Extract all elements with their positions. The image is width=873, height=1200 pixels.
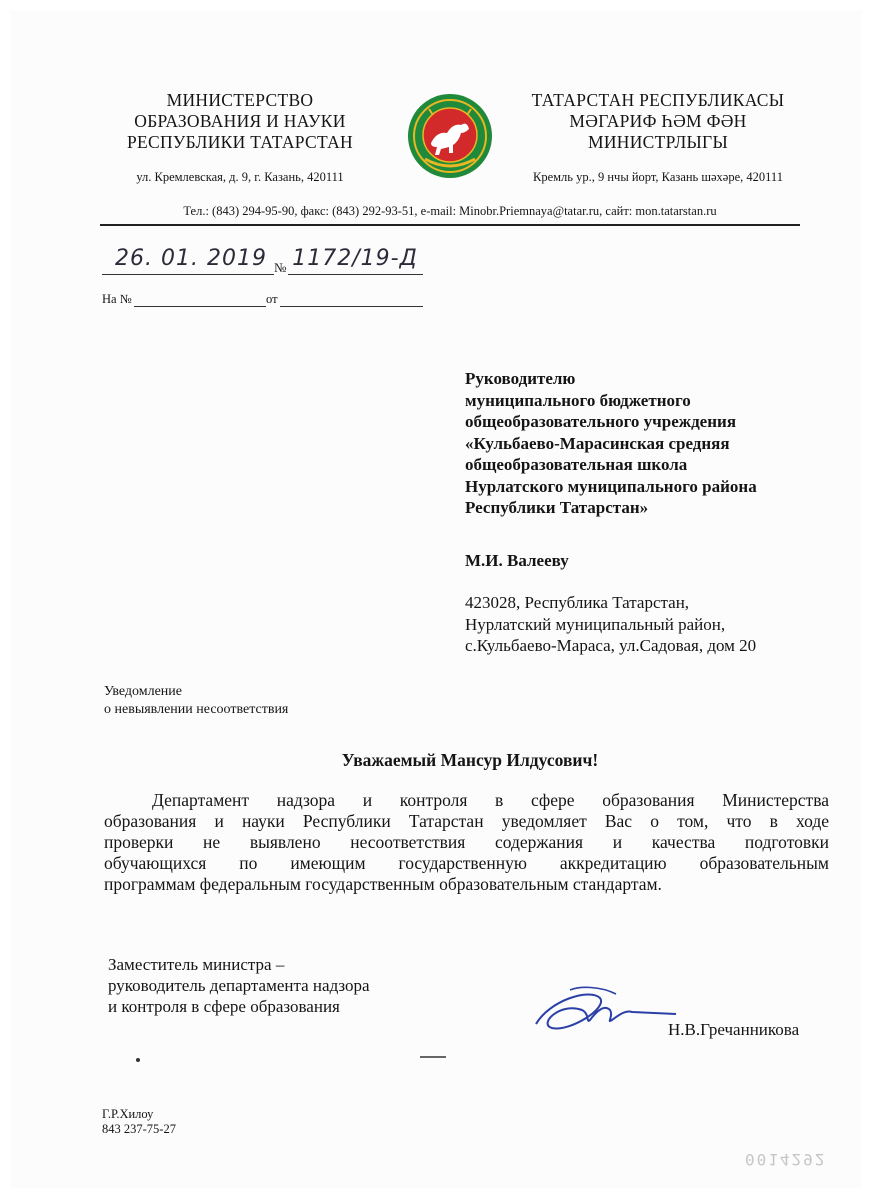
recipient-line: Республики Татарстан»: [465, 498, 649, 517]
executor-info: [102, 1107, 176, 1137]
recipient-address-line: с.Кульбаево-Мараса, ул.Садовая, дом 20: [465, 636, 757, 655]
reply-from-label: от: [266, 292, 278, 306]
recipient-line: «Кульбаево-Марасинская средняя: [465, 433, 730, 453]
registration-number: 1172/19-Д: [292, 246, 418, 271]
subject: [104, 683, 288, 719]
recipient-address: [465, 592, 855, 657]
recipient-block: [465, 368, 855, 519]
body-line: программам федеральным государственным образовательным стандартам.: [104, 874, 662, 894]
reply-to-underline: [134, 306, 266, 307]
ministry-name-tt: [498, 90, 818, 153]
registration-date: 26. 01. 2019: [115, 246, 267, 271]
subject-line: о невыявлении несоответствия: [104, 702, 289, 717]
registration-number-sign: №: [274, 260, 287, 275]
subject-line: Уведомление: [104, 684, 183, 699]
recipient-line: общеобразовательная школа: [465, 455, 688, 474]
header-divider: [100, 224, 800, 226]
body-line: обучающихся по имеющим государственную аккредитацию образовательным: [104, 853, 829, 873]
signatory-position-line: и контроля в сфере образования: [108, 997, 340, 1016]
signatory-position-line: руководитель департамента надзора: [108, 976, 370, 995]
header-left-line: РЕСПУБЛИКИ ТАТАРСТАН: [126, 132, 353, 152]
greeting: Уважаемый Мансур Илдусович!: [341, 750, 599, 770]
tatarstan-coat-of-arms-icon: [407, 93, 493, 179]
recipient-address-line: Нурлатский муниципальный район,: [465, 614, 726, 634]
recipient-address-line: 423028, Республика Татарстан,: [465, 593, 690, 612]
scan-speck: [136, 1058, 140, 1062]
body-line: образования и науки Республики Татарстан уведомляет Вас о том, что в ходе: [104, 811, 829, 831]
recipient-name: М.И. Валееву: [465, 551, 569, 570]
document-page: [10, 10, 862, 1188]
body-line: Департамент надзора и контроля в сфере образования Министерства: [152, 790, 829, 810]
header-left-line: ОБРАЗОВАНИЯ И НАУКИ: [134, 111, 346, 131]
recipient-line: Нурлатского муниципального района: [465, 476, 757, 496]
handwritten-signature-icon: [530, 980, 680, 1040]
registration-date-underline: [102, 274, 274, 275]
header-left-line: МИНИСТЕРСТВО: [166, 90, 314, 110]
scan-speck: [420, 1056, 446, 1058]
recipient-line: общеобразовательного учреждения: [465, 412, 737, 431]
reply-from-underline: [280, 306, 423, 307]
executor-name: Г.Р.Хилоу: [102, 1107, 154, 1121]
recipient-line: Руководителю: [465, 369, 576, 388]
ministry-address-ru: ул. Кремлевская, д. 9, г. Казань, 420111: [136, 170, 344, 184]
recipient-line: муниципального бюджетного: [465, 390, 691, 410]
header-right-line: МӘГАРИФ ҺӘМ ФӘН: [569, 111, 747, 131]
ministry-name-ru: [100, 90, 380, 153]
letter-body: [104, 790, 829, 895]
ministry-address-tt: Кремль ур., 9 нчы йорт, Казань шәхәре, 420111: [533, 170, 783, 184]
header-right-line: ТАТАРСТАН РЕСПУБЛИКАСЫ: [531, 90, 785, 110]
header-right-line: МИНИСТРЛЫГЫ: [587, 132, 729, 152]
signatory-position-line: Заместитель министра –: [108, 955, 285, 974]
signatory-name: Н.В.Гречанникова: [668, 1020, 800, 1039]
body-line: проверки не выявлено несоответствия содержания и качества подготовки: [104, 832, 829, 852]
reply-to-label: На №: [102, 292, 132, 306]
ministry-contacts: Тел.: (843) 294-95-90, факс: (843) 292-93-51, e-mail: Minobr.Priemnaya@tatar.ru, сайт: mon.tatarstan.ru: [183, 204, 717, 218]
registration-number-underline: [288, 274, 423, 275]
signatory-position: [108, 954, 370, 1017]
executor-phone: 843 237-75-27: [102, 1122, 176, 1136]
serial-stamp: 0014292: [745, 1150, 827, 1169]
